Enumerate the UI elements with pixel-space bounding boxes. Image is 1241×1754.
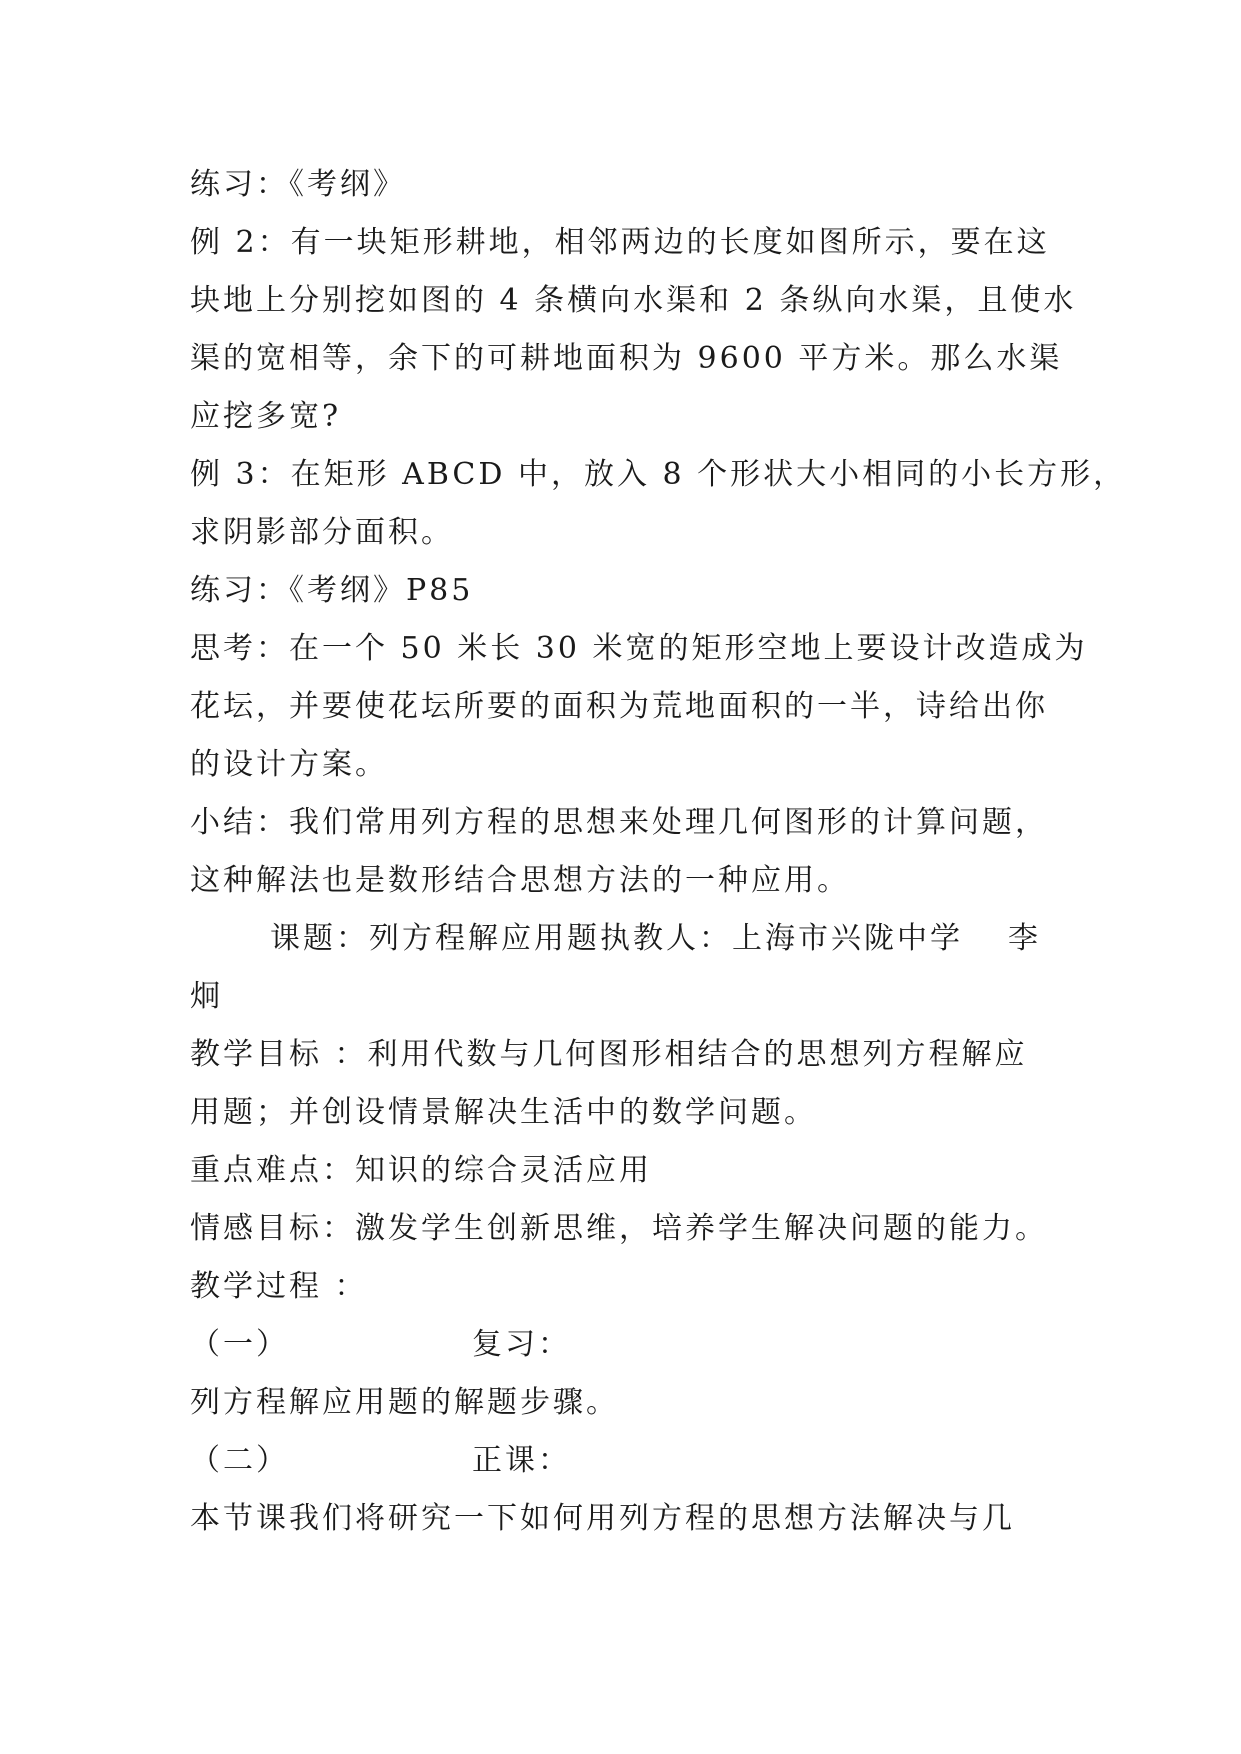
summary-line-2: 这种解法也是数形结合思想方法的一种应用。 — [190, 863, 850, 898]
key-points: 重点难点：知识的综合灵活应用 — [190, 1153, 652, 1188]
section-2-number: （二） — [190, 1443, 289, 1478]
section-1-number: （一） — [190, 1327, 289, 1362]
section-1-title: 复习： — [472, 1327, 571, 1362]
thinking-line-2: 花坛，并要使花坛所要的面积为荒地面积的一半，诗给出你 — [190, 689, 1048, 724]
section-2-content: 本节课我们将研究一下如何用列方程的思想方法解决与几 — [190, 1501, 1015, 1536]
teacher-name-part-1: 李 — [1008, 921, 1041, 956]
teaching-goal-line-2: 用题；并创设情景解决生活中的数学问题。 — [190, 1095, 817, 1130]
emotional-goal: 情感目标：激发学生创新思维，培养学生解决问题的能力。 — [190, 1211, 1048, 1246]
example-2-line-3: 渠的宽相等，余下的可耕地面积为 9600 平方米。那么水渠 — [190, 341, 1063, 376]
example-3-line-1: 例 3：在矩形 ABCD 中，放入 8 个形状大小相同的小长方形， — [190, 457, 1127, 492]
practice-p85: 练习：《考纲》P85 — [190, 573, 474, 608]
section-1-content: 列方程解应用题的解题步骤。 — [190, 1385, 619, 1420]
thinking-line-1: 思考：在一个 50 米长 30 米宽的矩形空地上要设计改造成为 — [190, 631, 1088, 666]
thinking-line-3: 的设计方案。 — [190, 747, 388, 782]
teaching-goal-line-1: 教学目标 ：利用代数与几何图形相结合的思想列方程解应 — [190, 1037, 1028, 1072]
lesson-title: 课题：列方程解应用题执教人：上海市兴陇中学 — [270, 921, 963, 956]
summary-line-1: 小结：我们常用列方程的思想来处理几何图形的计算问题， — [190, 805, 1048, 840]
section-2-title: 正课： — [472, 1443, 571, 1478]
teacher-name-part-2: 炯 — [190, 979, 223, 1014]
example-2-line-1: 例 2：有一块矩形耕地，相邻两边的长度如图所示，要在这 — [190, 225, 1050, 260]
teaching-process-heading: 教学过程 ： — [190, 1269, 368, 1304]
example-2-line-4: 应挖多宽? — [190, 399, 342, 434]
practice-heading: 练习：《考纲》 — [190, 167, 406, 202]
example-3-line-2: 求阴影部分面积。 — [190, 515, 454, 550]
example-2-line-2: 块地上分别挖如图的 4 条横向水渠和 2 条纵向水渠，且使水 — [190, 283, 1077, 318]
